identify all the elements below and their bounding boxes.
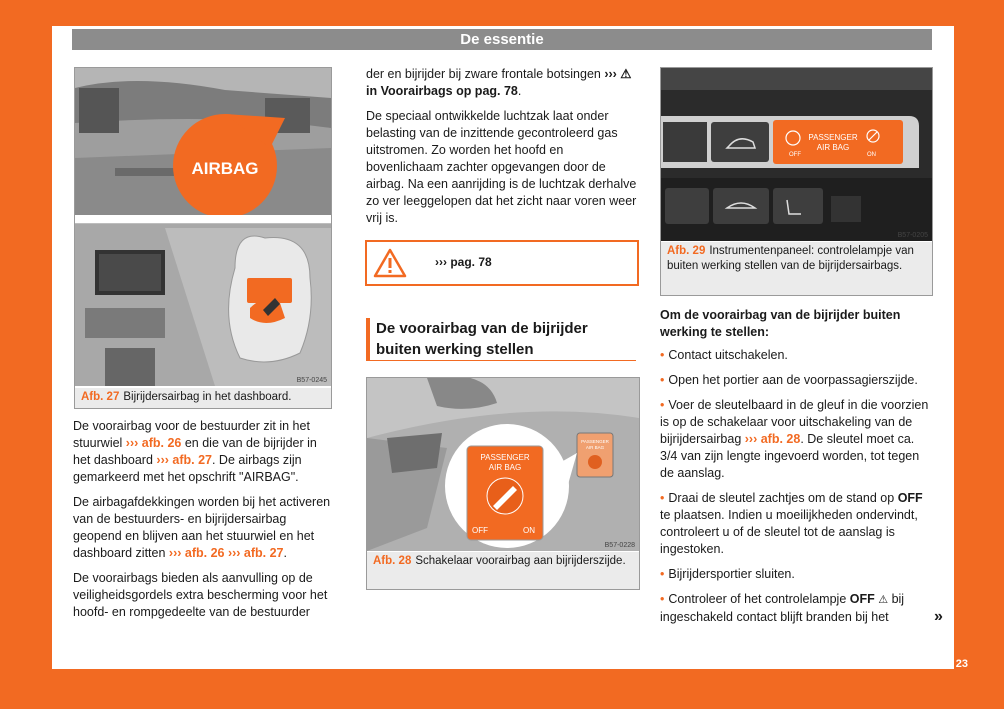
paragraph bbox=[366, 66, 638, 100]
continue-icon: » bbox=[934, 608, 943, 625]
paragraph bbox=[73, 418, 335, 486]
text: Voer de sleutelbaard in de gleuf in die voorzien is op de schakelaar voor uitschakeling van de bijrijdersairbag bbox=[660, 398, 929, 446]
list-item bbox=[660, 490, 932, 558]
bullet-icon: • bbox=[660, 567, 665, 581]
instrument-panel-illustration bbox=[661, 68, 932, 241]
cross-reference-link[interactable]: ››› afb. 27 bbox=[227, 546, 284, 560]
figure-number: Afb. 28 bbox=[373, 555, 412, 567]
airbag-switch-illustration bbox=[367, 378, 639, 551]
text: Contact uitschakelen. bbox=[668, 348, 788, 362]
figure-code: B57-0228 bbox=[604, 542, 635, 549]
small-label-2: AIR BAG bbox=[585, 445, 605, 450]
cross-reference-link[interactable]: ››› afb. 27 bbox=[156, 453, 212, 467]
on-label: ON bbox=[523, 526, 535, 535]
bullet-icon: • bbox=[660, 592, 665, 606]
paragraph bbox=[73, 494, 335, 562]
text: der en bijrijder bij zware frontale botsingen bbox=[366, 67, 601, 81]
figure-caption bbox=[75, 388, 331, 408]
warning-box bbox=[365, 240, 639, 286]
bullet-icon: • bbox=[660, 373, 665, 387]
figure-code: B57-0245 bbox=[296, 377, 327, 384]
bullet-icon: • bbox=[660, 398, 665, 412]
airbag-label: AIR BAG bbox=[816, 143, 850, 152]
column-middle-text bbox=[366, 66, 638, 235]
figure-caption-text: Schakelaar voorairbag aan bijrijderszijde. bbox=[415, 555, 626, 567]
cross-reference-link[interactable]: ››› afb. 26 bbox=[125, 436, 182, 450]
page-header: De essentie bbox=[72, 29, 932, 50]
off-label: OFF bbox=[472, 526, 488, 535]
on-label: ON bbox=[867, 152, 876, 158]
small-label-1: PASSENGER bbox=[581, 439, 609, 444]
off-symbol: OFF bbox=[897, 491, 923, 505]
column-left-text bbox=[73, 418, 335, 629]
list-item bbox=[660, 397, 932, 482]
text: De airbagafdekkingen worden bij het activeren van de bestuurders- en bijrijdersairbag geopend en blijven aan het stuurwiel en het dashboard zitten bbox=[73, 495, 331, 560]
text: Draai de sleutel zachtjes om de stand op bbox=[668, 491, 898, 505]
bullet-icon: • bbox=[660, 348, 665, 362]
figure-code: B57-0205 bbox=[897, 232, 928, 239]
text: De voorairbag voor de bestuurder zit in het stuurwiel bbox=[73, 419, 310, 450]
figure-caption-text: Instrumentenpaneel: controlelampje van buiten werking stellen van de bijrijdersairbags. bbox=[667, 245, 914, 272]
page-number: 23 bbox=[955, 658, 968, 670]
figure-caption bbox=[367, 552, 639, 589]
text: Bijrijdersportier sluiten. bbox=[668, 567, 795, 581]
warning-triangle-icon bbox=[373, 248, 407, 278]
figure-28 bbox=[366, 377, 640, 590]
list-item bbox=[660, 566, 932, 583]
cross-reference-link[interactable]: ››› afb. 28 bbox=[744, 432, 801, 446]
section-title bbox=[366, 318, 636, 361]
warning-page-link[interactable]: ››› pag. 78 bbox=[435, 255, 492, 269]
airbag-label-text: AIRBAG bbox=[191, 159, 259, 178]
cross-reference-link[interactable]: ››› afb. 26 bbox=[168, 546, 225, 560]
passenger-label: PASSENGER bbox=[808, 133, 858, 142]
text: te plaatsen. Indien u moeilijkheden ondervindt, controleert u of de sleutel tot de aanslag is ingestoken. bbox=[660, 508, 918, 556]
list-item bbox=[660, 372, 932, 389]
text: en die van de bijrijder in het dashboard bbox=[73, 436, 317, 467]
airbag-warning-icon: ⚠ bbox=[878, 594, 889, 606]
text: . bbox=[283, 546, 287, 560]
list-item bbox=[660, 591, 932, 626]
figure-caption-text: Bijrijdersairbag in het dashboard. bbox=[123, 391, 292, 403]
column-right-text bbox=[660, 307, 932, 634]
off-symbol: OFF bbox=[849, 592, 875, 606]
text: . bbox=[517, 84, 522, 98]
text: . De airbags zijn gemarkeerd met het opschrift "AIRBAG". bbox=[73, 453, 302, 484]
section-title-text: De voorairbag van de bijrijder buiten werking stellen bbox=[376, 320, 588, 358]
text: . De sleutel moet ca. 3/4 van zijn lengte ingevoerd worden, tot tegen de aanslag. bbox=[660, 432, 920, 480]
text: bij ingeschakeld contact blijft branden bij het bbox=[660, 592, 905, 624]
figure-caption bbox=[661, 242, 932, 295]
list-item bbox=[660, 347, 932, 364]
paragraph: De voorairbags bieden als aanvulling op de veiligheidsgordels extra bescherming voor het hoofd- en rompgedeelte van de bestuurder bbox=[73, 571, 328, 619]
figure-27 bbox=[74, 67, 332, 409]
text: Open het portier aan de voorpassagierszijde. bbox=[668, 373, 918, 387]
bullet-icon: • bbox=[660, 491, 665, 505]
off-label: OFF bbox=[789, 152, 801, 158]
dashboard-airbag-illustration bbox=[75, 68, 331, 386]
passenger-label: PASSENGER bbox=[480, 453, 530, 462]
warning-reference-link[interactable]: ››› ⚠ in Voorairbags op pag. 78 bbox=[366, 67, 632, 98]
paragraph: De speciaal ontwikkelde luchtzak laat onder belasting van de inzittende gecontroleerd gas uitstromen. Zo worden het hoofd en bovenlichaam zachter opgevangen door de airbag. Na een aanrijding is de luchtzak derhalve zo ver leeggelopen dat het zicht naar voren weer vrij is. bbox=[366, 109, 637, 225]
text: Controleer of het controlelampje bbox=[668, 592, 850, 606]
instruction-heading: Om de voorairbag van de bijrijder buiten werking te stellen: bbox=[660, 308, 901, 339]
figure-number: Afb. 27 bbox=[81, 391, 120, 403]
figure-number: Afb. 29 bbox=[667, 245, 706, 257]
figure-29 bbox=[660, 67, 933, 296]
airbag-label: AIR BAG bbox=[488, 463, 522, 472]
